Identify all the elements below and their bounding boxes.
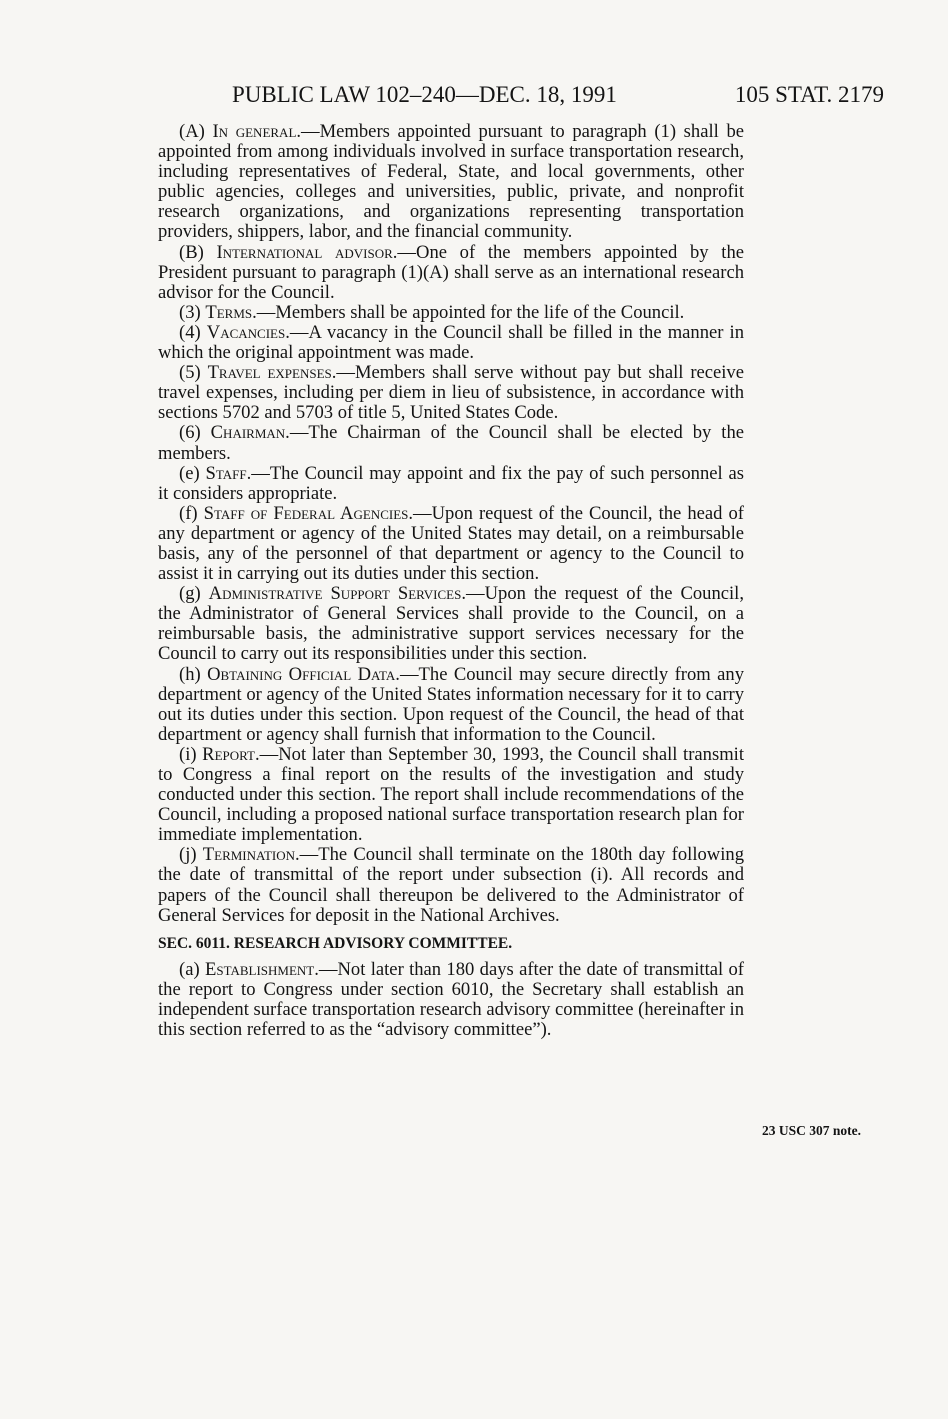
paragraph-dash: — bbox=[289, 321, 309, 343]
paragraph-heading: Terms. bbox=[205, 301, 257, 323]
paragraph-heading: Report. bbox=[202, 743, 260, 765]
paragraph-heading: Chairman. bbox=[210, 422, 290, 444]
paragraph-heading: Staff of Federal Agencies. bbox=[203, 502, 414, 524]
paragraph-text: Upon the request of the Council, the Administrator of General Services shall provide to the Council, on a reimbursable basis, the administrative support services necessary for the Council to carry out its responsibilities under this section. bbox=[158, 583, 744, 665]
paragraph-label: (a) bbox=[179, 958, 205, 980]
paragraph-text: Not later than 180 days after the date of transmittal of the report to Congress under section 6010, the Secretary shall establish an independent surface transportation research advisory committee (hereinafter in this section referred to as the “advisory committee”). bbox=[158, 958, 744, 1041]
paragraph-text: The Chairman of the Council shall be elected by the members. bbox=[158, 422, 744, 464]
paragraph-travel-expenses bbox=[158, 363, 744, 423]
paragraph-dash: — bbox=[399, 663, 419, 685]
paragraph-heading: Vacancies. bbox=[206, 321, 290, 343]
paragraph-text: One of the members appointed by the President pursuant to paragraph (1)(A) shall serve as an international research advisor for the Council. bbox=[158, 241, 744, 303]
paragraph-in-general bbox=[158, 122, 744, 243]
paragraph-text: The Council may secure directly from any department or agency of the United States information necessary for it to carry out its duties under this section. Upon request of the Council, the head of that department or agency shall furnish that information to the Council. bbox=[158, 663, 744, 745]
paragraph-text: Members shall be appointed for the life of the Council. bbox=[275, 301, 685, 323]
paragraph-dash: — bbox=[466, 583, 485, 605]
paragraph-text: The Council shall terminate on the 180th day following the date of transmittal of the report under subsection (i). All records and papers of the Council shall thereupon be delivered to the Administrator of General Services for deposit in the National Archives. bbox=[158, 844, 744, 926]
paragraph-label: (e) bbox=[179, 462, 206, 484]
paragraph-termination bbox=[158, 845, 744, 925]
paragraph-heading: International advisor. bbox=[216, 241, 398, 263]
paragraph-label: (h) bbox=[179, 663, 208, 685]
paragraph-label: (j) bbox=[179, 844, 203, 866]
paragraph-label: (B) bbox=[179, 241, 217, 263]
section-heading: SEC. 6011. RESEARCH ADVISORY COMMITTEE. bbox=[158, 934, 513, 952]
paragraph-text: Not later than September 30, 1993, the Council shall transmit to Congress a final report on the results of the investigation and study conducted under this section. The report shall include recommendations of the Council, including a proposed national surface transportation research plan for immediate implementation. bbox=[158, 743, 744, 846]
paragraph-label: (5) bbox=[179, 362, 208, 384]
paragraph-heading: In general. bbox=[212, 121, 302, 142]
margin-note-usc: 23 USC 307 note. bbox=[762, 1123, 862, 1138]
paragraph-dash: — bbox=[259, 743, 279, 765]
paragraph-international-advisor bbox=[158, 243, 744, 303]
paragraph-label: (6) bbox=[179, 422, 211, 444]
paragraph-label: (4) bbox=[179, 321, 207, 343]
header-law-citation: PUBLIC LAW 102–240—DEC. 18, 1991 bbox=[232, 82, 617, 107]
paragraph-label: (3) bbox=[179, 301, 206, 323]
paragraph-heading: Staff. bbox=[205, 462, 252, 484]
paragraph-label: (i) bbox=[179, 743, 203, 765]
paragraph-label: (f) bbox=[179, 502, 204, 524]
paragraph-text: Members shall serve without pay but shall receive travel expenses, including per diem in lieu of subsistence, in accordance with sections 5702 and 5703 of title 5, United States Code. bbox=[158, 362, 744, 424]
paragraph-terms bbox=[158, 303, 744, 323]
paragraph-dash: — bbox=[318, 958, 338, 980]
paragraph-text: Members appointed pursuant to paragraph (1) shall be appointed from among individuals involved in surface transportation research, including representatives of Federal, State, and local governments, other public agencies, colleges and universities, public, private, and nonprofit research organizations, and organizations representing transportation providers, shippers, labor, and the financial community. bbox=[158, 121, 744, 243]
paragraph-administrative-support-services bbox=[158, 584, 744, 664]
paragraph-dash: — bbox=[289, 422, 309, 444]
paragraph-obtaining-official-data bbox=[158, 665, 744, 745]
paragraph-text: Upon request of the Council, the head of any department or agency of the United States may detail, on a reimbursable basis, any of the personnel of that department or agency to the Council to assist it in carrying out its duties under this section. bbox=[158, 502, 744, 585]
paragraph-text: A vacancy in the Council shall be filled in the manner in which the original appointment was made. bbox=[158, 321, 744, 364]
document-body bbox=[158, 122, 744, 1040]
paragraph-dash: — bbox=[256, 301, 276, 323]
paragraph-staff bbox=[158, 464, 744, 504]
paragraph-heading: Travel expenses. bbox=[207, 362, 337, 384]
paragraph-heading: Obtaining Official Data. bbox=[207, 663, 400, 685]
paragraph-label: (g) bbox=[179, 583, 209, 605]
paragraph-dash: — bbox=[413, 502, 432, 524]
header-stat-page: 105 STAT. 2179 bbox=[734, 82, 884, 107]
paragraph-chairman bbox=[158, 423, 744, 463]
paragraph-heading: Termination. bbox=[202, 844, 300, 866]
paragraph-dash: — bbox=[397, 241, 417, 263]
paragraph-establishment bbox=[158, 960, 744, 1040]
paragraph-staff-of-federal-agencies bbox=[158, 504, 744, 584]
paragraph-heading: Establishment. bbox=[204, 958, 319, 980]
paragraph-dash: — bbox=[251, 462, 270, 484]
paragraph-label: (A) bbox=[179, 121, 213, 142]
paragraph-dash: — bbox=[301, 121, 320, 142]
paragraph-vacancies bbox=[158, 323, 744, 363]
paragraph-heading: Administrative Support Services. bbox=[208, 583, 466, 605]
paragraph-text: The Council may appoint and fix the pay of such personnel as it considers appropriate. bbox=[158, 462, 744, 504]
paragraph-dash: — bbox=[336, 362, 356, 384]
paragraph-report bbox=[158, 745, 744, 845]
running-header bbox=[232, 80, 884, 110]
paragraph-dash: — bbox=[299, 844, 319, 866]
